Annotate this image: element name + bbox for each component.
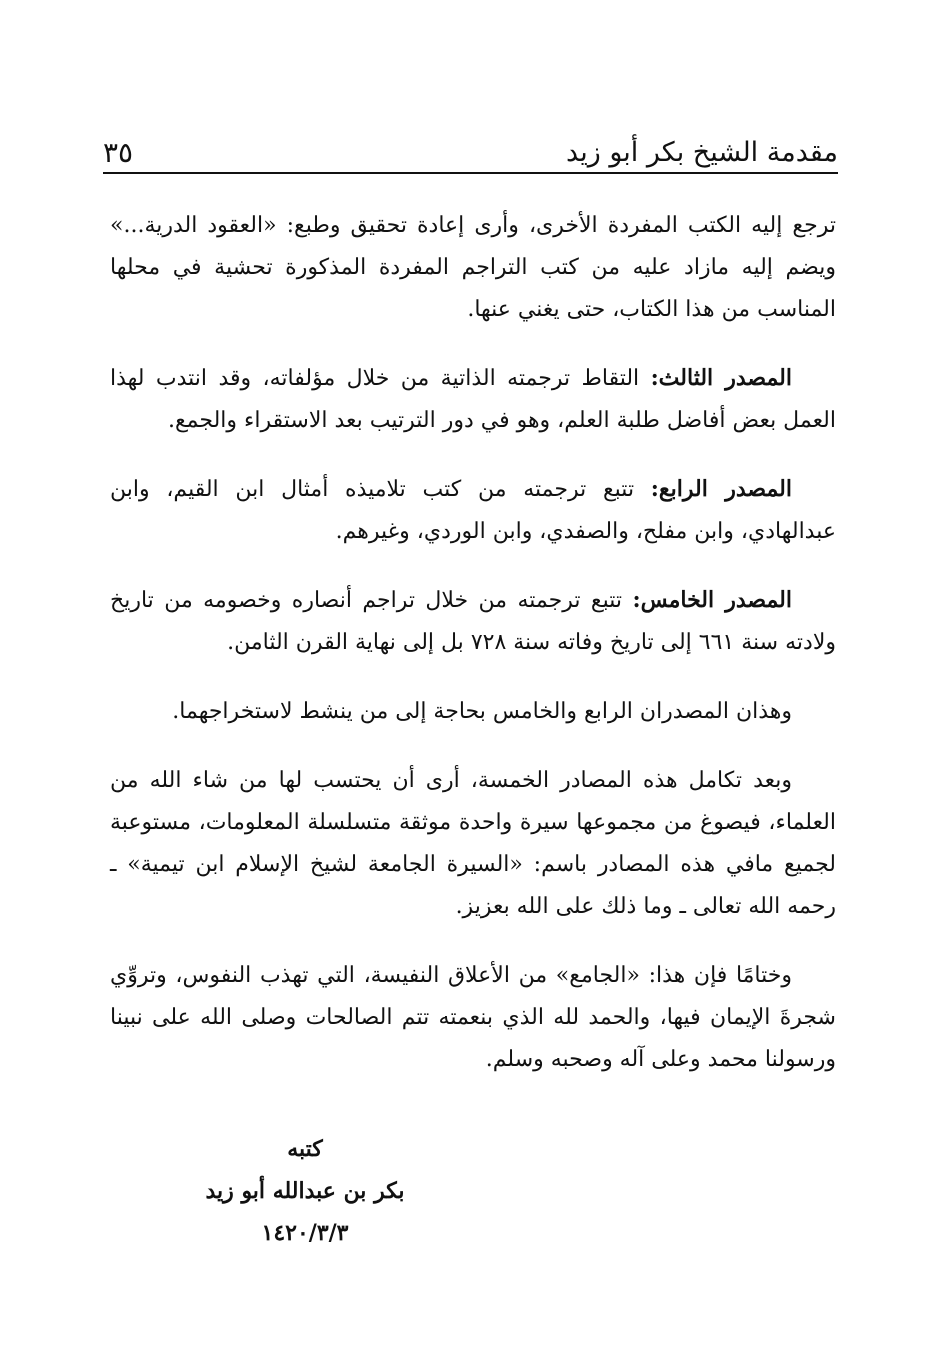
paragraph [110, 954, 836, 1081]
paragraph [110, 690, 836, 733]
running-title: مقدمة الشيخ بكر أبو زيد [566, 137, 838, 168]
header-rule [103, 172, 838, 174]
signoff-date: ١٤٢٠/٣/٣ [261, 1220, 349, 1246]
paragraph-text: وختامًا فإن هذا: «الجامع» من الأعلاق النفيسة، التي تهذب النفوس، وتروِّي شجرةَ الإيمان فيها، والحمد لله الذي بنعمته تتم الصالحات وصلى الله على نبينا ورسولنا محمد وعلى آله وصحبه وسلم. [110, 963, 836, 1072]
paragraph-text: تتبع ترجمته من كتب تلاميذه أمثال ابن القيم، وابن عبدالهادي، وابن مفلح، والصفدي، وابن الوردي، وغيرهم. [110, 477, 836, 544]
signature-block [180, 1128, 430, 1254]
signoff-label: كتبه [287, 1136, 323, 1162]
paragraph-text: وبعد تكامل هذه المصادر الخمسة، أرى أن يحتسب لها من شاء الله من العلماء، فيصوغ من مجموعها سيرة واحدة موثقة متسلسلة المعلومات، مستوعبة لجميع مافي هذه المصادر باسم: «السيرة الجامعة لشيخ الإسلام ابن تيمية» ـ رحمه الله تعالى ـ وما ذلك على الله بعزيز. [110, 768, 836, 919]
page-header [103, 136, 838, 170]
paragraph-lead: المصدر الخامس: [632, 587, 792, 613]
signoff-author: بكر بن عبدالله أبو زيد [205, 1178, 405, 1204]
paragraph-text: ترجع إليه الكتب المفردة الأخرى، وأرى إعادة تحقيق وطبع: «العقود الدرية...» ويضم إليه مازاد عليه من كتب التراجم المفردة المذكورة تحشية في محلها المناسب من هذا الكتاب، حتى يغني عنها. [110, 213, 836, 322]
paragraph [110, 759, 836, 928]
body-text [110, 204, 836, 1107]
paragraph [110, 204, 836, 331]
paragraph-text: التقاط ترجمته الذاتية من خلال مؤلفاته، وقد انتدب لهذا العمل بعض أفاضل طلبة العلم، وهو في دور الترتيب بعد الاستقراء والجمع. [110, 366, 836, 433]
paragraph [110, 579, 836, 664]
paragraph [110, 468, 836, 553]
page-number: ٣٥ [103, 136, 134, 169]
paragraph-lead: المصدر الثالث: [650, 365, 792, 391]
paragraph-text: تتبع ترجمته من خلال تراجم أنصاره وخصومه من تاريخ ولادته سنة ٦٦١ إلى تاريخ وفاته سنة ٧٢٨ بل إلى نهاية القرن الثامن. [110, 588, 836, 655]
paragraph-text: وهذان المصدران الرابع والخامس بحاجة إلى من ينشط لاستخراجهما. [172, 699, 792, 724]
paragraph-lead: المصدر الرابع: [650, 476, 792, 502]
paragraph [110, 357, 836, 442]
